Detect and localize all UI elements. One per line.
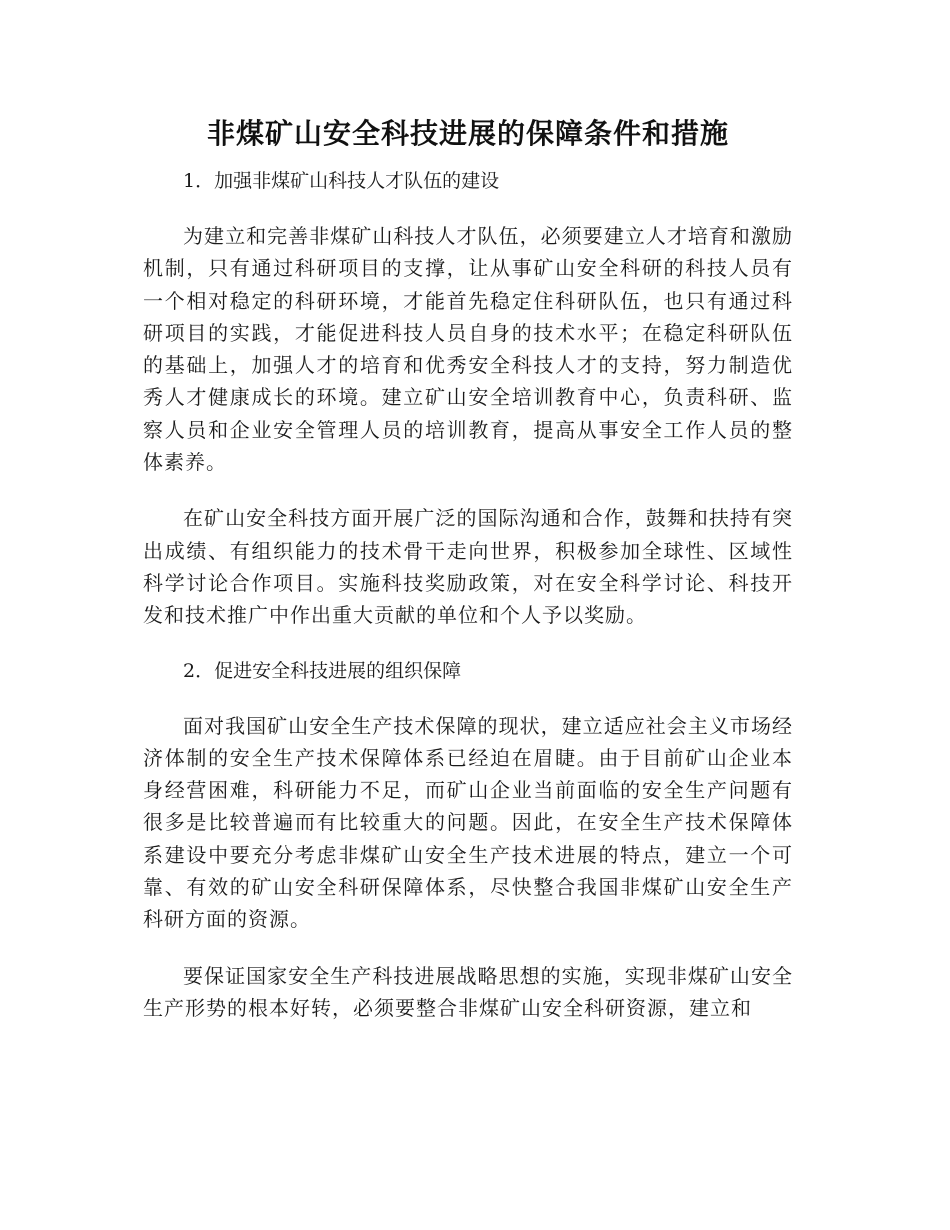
section-2-heading: 2．促进安全科技进展的组织保障 (183, 659, 462, 682)
document-body (143, 112, 793, 1024)
section-1-paragraph-2: 在矿山安全科技方面开展广泛的国际沟通和合作，鼓舞和扶持有突出成绩、有组织能力的技术骨干走向世界，积极参加全球性、区域性科学讨论合作项目。实施科技奖励政策，对在安全科学讨论、科技开发和技术推广中作出重大贡献的单位和个人予以奖励。 (143, 506, 793, 628)
document-title: 非煤矿山安全科技进展的保障条件和措施 (206, 117, 729, 150)
section-2-paragraph-1: 面对我国矿山安全生产技术保障的现状，建立适应社会主义市场经济体制的安全生产技术保障体系已经迫在眉睫。由于目前矿山企业本身经营困难，科研能力不足，而矿山企业当前面临的安全生产问题有很多是比较普遍而有比较重大的问题。因此，在安全生产技术保障体系建设中要充分考虑非煤矿山安全生产技术进展的特点，建立一个可靠、有效的矿山安全科研保障体系，尽快整合我国非煤矿山安全生产科研方面的资源。 (143, 713, 793, 932)
section-1-heading: 1．加强非煤矿山科技人才队伍的建设 (183, 170, 500, 192)
section-2-paragraph-2: 要保证国家安全生产科技进展战略思想的实施，实现非煤矿山安全生产形势的根本好转，必须要整合非煤矿山安全科研资源，建立和 (143, 963, 793, 1020)
section-1-paragraph-1: 为建立和完善非煤矿山科技人才队伍，必须要建立人才培育和激励机制，只有通过科研项目的支撑，让从事矿山安全科研的科技人员有一个相对稳定的科研环境，才能首先稳定住科研队伍，也只有通过科研项目的实践，才能促进科技人员自身的技术水平；在稳定科研队伍的基础上，加强人才的培育和优秀安全科技人才的支持，努力制造优秀人才健康成长的环境。建立矿山安全培训教育中心，负责科研、监察人员和企业安全管理人员的培训教育，提高从事安全工作人员的整体素养。 (143, 224, 793, 475)
